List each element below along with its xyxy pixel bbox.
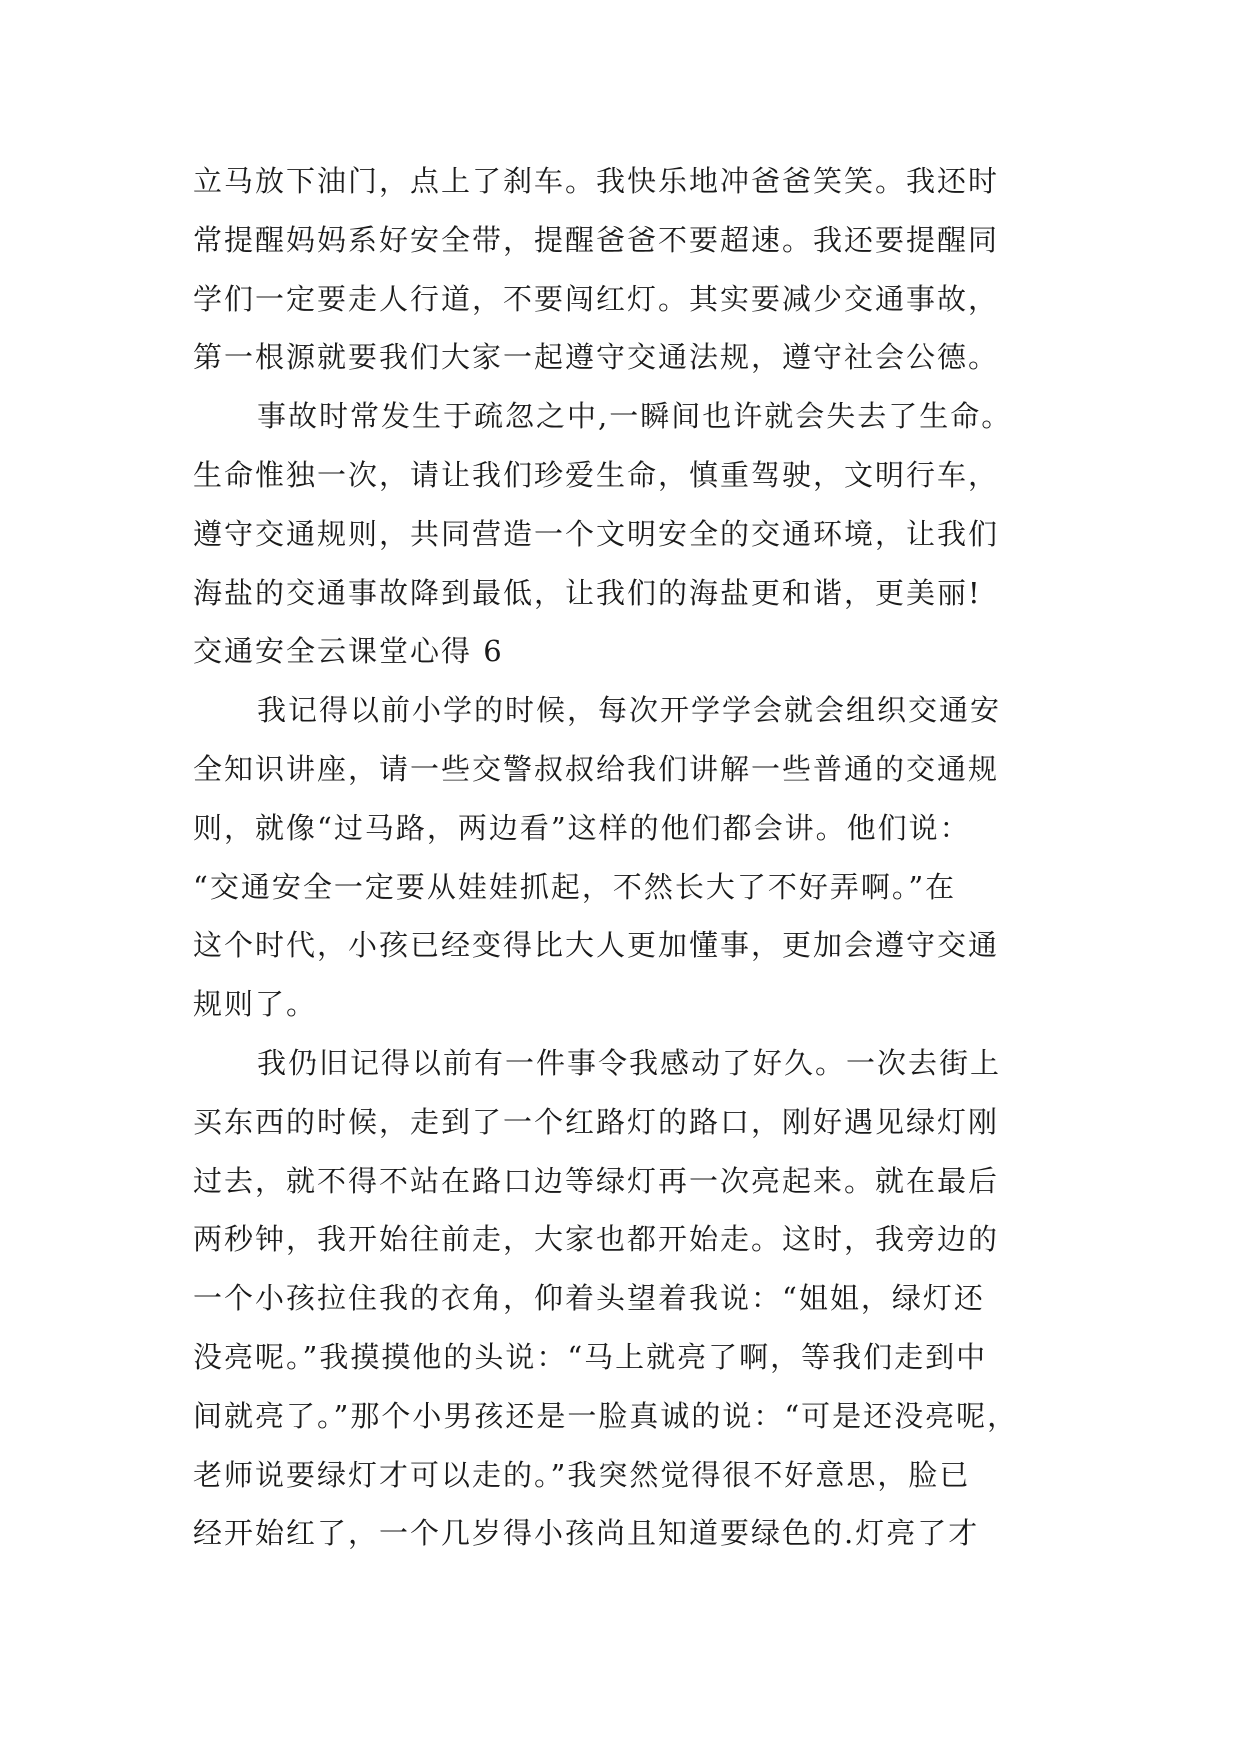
text-line: 这个时代，小孩已经变得比大人更加懂事，更加会遵守交通 <box>193 928 1000 963</box>
text-line: 第一根源就要我们大家一起遵守交通法规，遵守社会公德。 <box>193 340 1000 375</box>
text-line: 没亮呢。”我摸摸他的头说：“马上就亮了啊，等我们走到中 <box>193 1339 988 1374</box>
text-line: 学们一定要走人行道，不要闯红灯。其实要减少交通事故， <box>193 281 1000 316</box>
text-line: 事故时常发生于疏忽之中,一瞬间也许就会失去了生命。 <box>257 399 1013 434</box>
text-line: 全知识讲座，请一些交警叔叔给我们讲解一些普通的交通规 <box>193 751 1000 786</box>
paragraph-1 <box>193 152 1063 387</box>
text-line: “交通安全一定要从娃娃抓起，不然长大了不好弄啊。”在 <box>193 869 957 904</box>
text-line: 我记得以前小学的时候，每次开学学会就会组织交通安 <box>257 693 1002 728</box>
text-line: 两秒钟，我开始往前走，大家也都开始走。这时，我旁边的 <box>193 1222 1000 1257</box>
text-line: 买东西的时候，走到了一个红路灯的路口，刚好遇见绿灯刚 <box>193 1104 1000 1139</box>
text-line: 过去，就不得不站在路口边等绿灯再一次亮起来。就在最后 <box>193 1163 1000 1198</box>
text-line: 立马放下油门，点上了刹车。我快乐地冲爸爸笑笑。我还时 <box>193 164 1000 198</box>
text-line: 经开始红了，一个几岁得小孩尚且知道要绿色的.灯亮了才 <box>193 1516 980 1551</box>
text-line: 海盐的交通事故降到最低，让我们的海盐更和谐，更美丽! <box>193 575 982 610</box>
text-line: 常提醒妈妈系好安全带，提醒爸爸不要超速。我还要提醒同 <box>193 222 1000 257</box>
text-line: 规则了。 <box>193 987 318 1022</box>
paragraph-4 <box>193 1034 1063 1563</box>
text-line: 生命惟独一次，请让我们珍爱生命，慎重驾驶，文明行车， <box>193 457 1000 492</box>
document-body <box>193 152 1063 1563</box>
text-line: 老师说要绿灯才可以走的。”我突然觉得很不好意思，脸已 <box>193 1457 971 1492</box>
text-line: 则，就像“过马路，两边看”这样的他们都会讲。他们说： <box>193 810 971 845</box>
paragraph-3 <box>193 681 1063 1034</box>
section-title: 交通安全云课堂心得 6 <box>193 634 504 669</box>
text-line: 一个小孩拉住我的衣角，仰着头望着我说：“姐姐，绿灯还 <box>193 1281 985 1316</box>
paragraph-2 <box>193 387 1063 622</box>
text-line: 间就亮了。”那个小男孩还是一脸真诚的说：“可是还没亮呢， <box>193 1398 1019 1433</box>
text-line: 我仍旧记得以前有一件事令我感动了好久。一次去街上 <box>257 1045 1002 1080</box>
text-line: 遵守交通规则，共同营造一个文明安全的交通环境，让我们 <box>193 516 1000 551</box>
